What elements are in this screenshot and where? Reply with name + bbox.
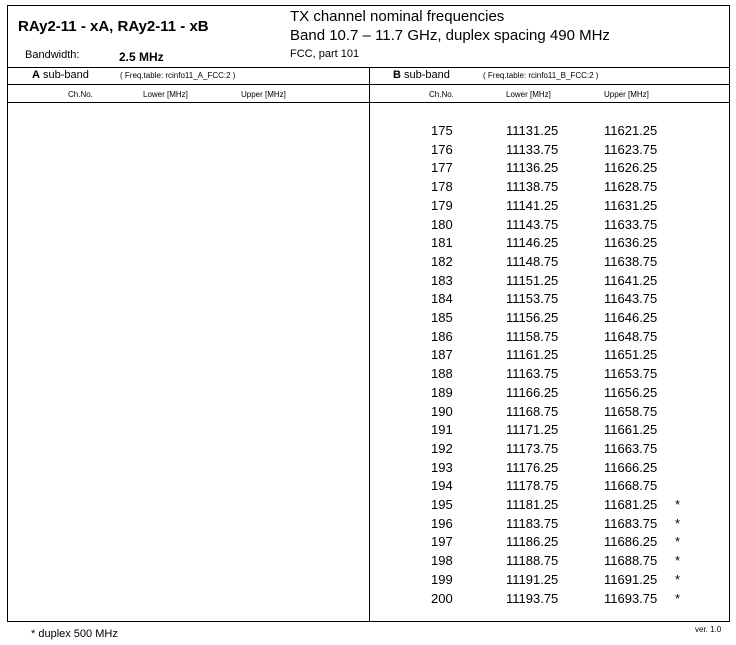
upper-frequency: 11641.25 bbox=[604, 272, 658, 288]
table-row bbox=[8, 441, 729, 459]
upper-frequency: 11651.25 bbox=[604, 347, 658, 363]
channel-number: 198 bbox=[431, 553, 453, 569]
upper-frequency: 11628.75 bbox=[604, 179, 658, 195]
table-row bbox=[8, 329, 729, 347]
upper-frequency: 11658.75 bbox=[604, 403, 658, 419]
lower-frequency: 11158.75 bbox=[506, 328, 559, 344]
upper-frequency: 11621.25 bbox=[604, 123, 658, 138]
table-row bbox=[8, 366, 729, 384]
duplex-marker: * bbox=[675, 590, 681, 606]
upper-frequency: 11653.75 bbox=[604, 366, 658, 382]
upper-frequency: 11646.25 bbox=[604, 310, 658, 325]
subband-b-label: sub-band bbox=[404, 69, 450, 81]
upper-frequency: 11681.25 bbox=[604, 497, 658, 512]
channel-number: 186 bbox=[431, 328, 453, 344]
channel-number: 177 bbox=[431, 160, 453, 176]
channel-number: 187 bbox=[431, 347, 453, 363]
channel-number: 178 bbox=[431, 179, 453, 195]
lower-frequency: 11151.25 bbox=[506, 272, 559, 288]
table-row bbox=[8, 291, 729, 309]
channel-number: 195 bbox=[431, 497, 453, 512]
subband-b-col-ch: Ch.No. bbox=[429, 90, 454, 99]
upper-frequency: 11683.75 bbox=[604, 515, 658, 531]
duplex-marker: * bbox=[675, 571, 681, 587]
subband-a-col-ch: Ch.No. bbox=[68, 90, 93, 99]
upper-frequency: 11636.25 bbox=[604, 235, 658, 251]
table-row bbox=[8, 198, 729, 216]
subband-a-freq-table: ( Freq.table: rcinfo11_A_FCC:2 ) bbox=[120, 71, 236, 80]
channel-number: 190 bbox=[431, 403, 453, 419]
table-row bbox=[8, 404, 729, 422]
upper-frequency: 11631.25 bbox=[604, 197, 658, 213]
table-row bbox=[8, 235, 729, 253]
model-title: RAy2-11 - xA, RAy2-11 - xB bbox=[18, 18, 209, 35]
table-row bbox=[8, 516, 729, 534]
lower-frequency: 11146.25 bbox=[506, 235, 559, 251]
table-row bbox=[8, 273, 729, 291]
table-row bbox=[8, 217, 729, 235]
lower-frequency: 11171.25 bbox=[506, 422, 559, 438]
lower-frequency: 11148.75 bbox=[506, 253, 559, 269]
lower-frequency: 11173.75 bbox=[506, 440, 559, 456]
table-row bbox=[8, 385, 729, 403]
upper-frequency: 11686.25 bbox=[604, 534, 658, 550]
subband-a-col-lower: Lower [MHz] bbox=[143, 90, 188, 99]
channel-number: 179 bbox=[431, 197, 453, 213]
subband-b-col-lower: Lower [MHz] bbox=[506, 90, 551, 99]
duplex-marker: * bbox=[675, 515, 681, 531]
lower-frequency: 11193.75 bbox=[506, 590, 559, 606]
duplex-marker: * bbox=[675, 553, 681, 569]
lower-frequency: 11153.75 bbox=[506, 291, 559, 307]
subband-a-col-upper: Upper [MHz] bbox=[241, 90, 286, 99]
upper-frequency: 11691.25 bbox=[604, 571, 658, 587]
lower-frequency: 11161.25 bbox=[506, 347, 559, 363]
channel-number: 188 bbox=[431, 366, 453, 382]
table-row bbox=[8, 179, 729, 197]
table-row bbox=[8, 142, 729, 160]
upper-frequency: 11633.75 bbox=[604, 216, 658, 232]
table-row bbox=[8, 553, 729, 571]
channel-number: 199 bbox=[431, 571, 453, 587]
table-row bbox=[8, 572, 729, 590]
lower-frequency: 11136.25 bbox=[506, 160, 559, 176]
upper-frequency: 11693.75 bbox=[604, 590, 658, 606]
table-row bbox=[8, 310, 729, 328]
lower-frequency: 11143.75 bbox=[506, 216, 559, 232]
lower-frequency: 11168.75 bbox=[506, 403, 559, 419]
upper-frequency: 11643.75 bbox=[604, 291, 658, 307]
duplex-marker: * bbox=[675, 534, 681, 550]
upper-frequency: 11626.25 bbox=[604, 160, 658, 176]
band-description: Band 10.7 – 11.7 GHz, duplex spacing 490 MHz bbox=[290, 27, 610, 44]
page-title: TX channel nominal frequencies bbox=[290, 8, 505, 25]
lower-frequency: 11188.75 bbox=[506, 553, 559, 569]
table-row bbox=[8, 123, 729, 141]
upper-frequency: 11656.25 bbox=[604, 384, 658, 400]
channel-number: 196 bbox=[431, 515, 453, 531]
upper-frequency: 11638.75 bbox=[604, 253, 658, 269]
channel-number: 182 bbox=[431, 253, 453, 269]
subband-a-label: sub-band bbox=[43, 69, 89, 81]
channel-number: 183 bbox=[431, 272, 453, 288]
channel-number: 184 bbox=[431, 291, 453, 307]
lower-frequency: 11141.25 bbox=[506, 197, 559, 213]
subband-a-letter: A bbox=[32, 69, 40, 81]
lower-frequency: 11191.25 bbox=[506, 571, 559, 587]
upper-frequency: 11623.75 bbox=[604, 141, 658, 157]
table-row bbox=[8, 478, 729, 496]
table-row bbox=[8, 347, 729, 365]
channel-number: 181 bbox=[431, 235, 453, 251]
channel-number: 180 bbox=[431, 216, 453, 232]
table-row bbox=[8, 497, 729, 515]
lower-frequency: 11138.75 bbox=[506, 179, 559, 195]
subband-b-col-upper: Upper [MHz] bbox=[604, 90, 649, 99]
lower-frequency: 11181.25 bbox=[506, 497, 559, 512]
table-row bbox=[8, 422, 729, 440]
upper-frequency: 11648.75 bbox=[604, 328, 658, 344]
upper-frequency: 11668.75 bbox=[604, 478, 658, 494]
lower-frequency: 11131.25 bbox=[506, 123, 559, 138]
channel-number: 200 bbox=[431, 590, 453, 606]
upper-frequency: 11688.75 bbox=[604, 553, 658, 569]
lower-frequency: 11133.75 bbox=[506, 141, 559, 157]
channel-number: 194 bbox=[431, 478, 453, 494]
channel-number: 197 bbox=[431, 534, 453, 550]
upper-frequency: 11661.25 bbox=[604, 422, 658, 438]
subband-b-letter: B bbox=[393, 69, 401, 81]
lower-frequency: 11166.25 bbox=[506, 384, 559, 400]
channel-number: 192 bbox=[431, 440, 453, 456]
lower-frequency: 11186.25 bbox=[506, 534, 559, 550]
table-row bbox=[8, 460, 729, 478]
channel-number: 189 bbox=[431, 384, 453, 400]
footnote: * duplex 500 MHz bbox=[31, 628, 118, 640]
lower-frequency: 11183.75 bbox=[506, 515, 559, 531]
frequency-table-frame bbox=[7, 5, 730, 622]
upper-frequency: 11666.25 bbox=[604, 459, 658, 475]
lower-frequency: 11176.25 bbox=[506, 459, 559, 475]
upper-frequency: 11663.75 bbox=[604, 440, 658, 456]
duplex-marker: * bbox=[675, 497, 681, 512]
lower-frequency: 11163.75 bbox=[506, 366, 559, 382]
channel-number: 191 bbox=[431, 422, 453, 438]
channel-number: 193 bbox=[431, 459, 453, 475]
regulation-label: FCC, part 101 bbox=[290, 48, 360, 60]
subband-b-title bbox=[393, 69, 450, 81]
table-row bbox=[8, 534, 729, 552]
table-row bbox=[8, 254, 729, 272]
table-row bbox=[8, 160, 729, 178]
channel-number: 176 bbox=[431, 141, 453, 157]
subband-a-title bbox=[32, 69, 89, 81]
channel-number: 185 bbox=[431, 310, 453, 325]
table-row bbox=[8, 591, 729, 609]
subband-b-freq-table: ( Freq.table: rcinfo11_B_FCC:2 ) bbox=[483, 71, 599, 80]
channel-number: 175 bbox=[431, 123, 453, 138]
lower-frequency: 11178.75 bbox=[506, 478, 559, 494]
version-label: ver. 1.0 bbox=[695, 625, 722, 634]
lower-frequency: 11156.25 bbox=[506, 310, 559, 325]
bandwidth-value: 2.5 MHz bbox=[119, 50, 164, 64]
bandwidth-label: Bandwidth: bbox=[25, 49, 80, 61]
